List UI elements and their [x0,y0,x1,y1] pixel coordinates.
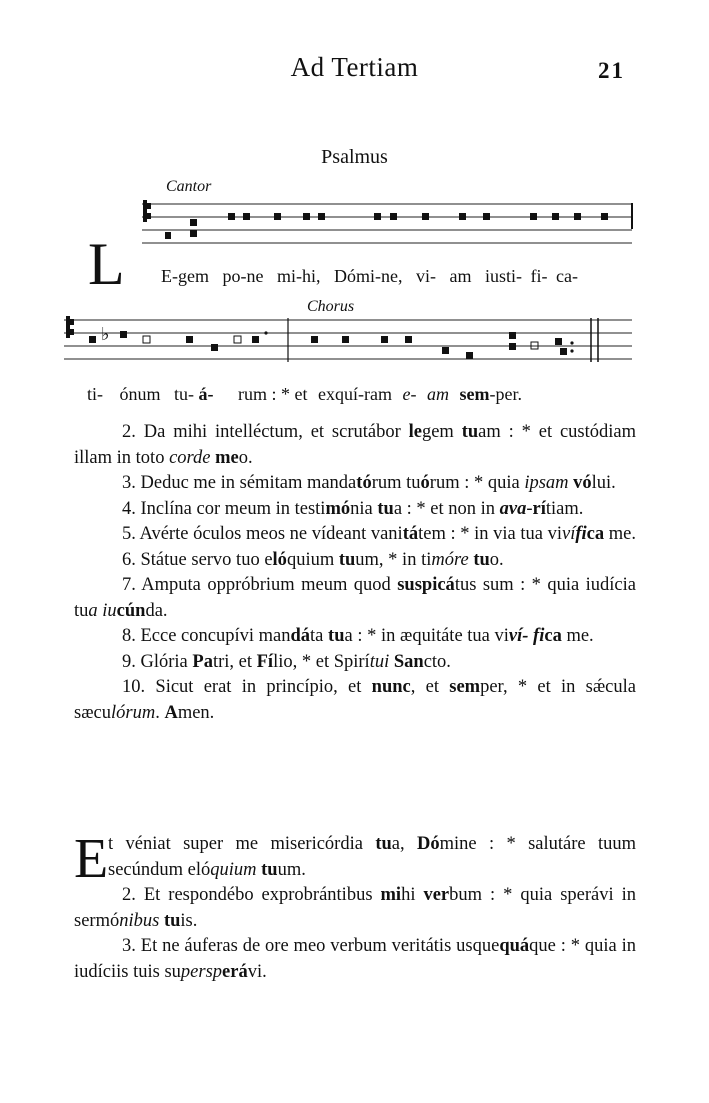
verse [74,471,636,497]
chorus-label: Chorus [307,298,355,315]
cantor-label: Cantor [166,178,212,195]
verse-number: 4. [122,498,136,519]
verse-number: 7. [122,575,136,595]
verse [74,573,636,624]
syllable: tu- [174,384,195,404]
verse [74,522,636,548]
psalm-verses [74,420,636,726]
syllable: * [281,384,291,404]
syllable: rum : [238,384,277,404]
chant-staves [0,0,709,410]
syllable: mi-hi, [276,266,321,286]
syllable: sem [459,384,490,404]
verse [74,497,636,523]
lyric-line-2 [87,384,522,405]
verse-text: Et ne áuferas de ore meo verbum veritátis usquequáque : * quia in iudíciis tuis supersperávi. [74,936,637,982]
verse-number: 8. [122,626,136,646]
verse [74,934,636,985]
syllable: á- [198,384,214,404]
verse-number: 9. [122,651,136,672]
psalm-section-2 [74,828,637,985]
syllable: am [449,266,472,286]
verse-text: Glória Patri, et Fílio, * et Spirítui Sancto. [140,651,451,672]
verse-text: Da mihi intelléctum, et scrutábor legem tuam : * et custódiam illam in toto corde meo. [74,422,636,468]
verse-number: 6. [122,549,136,570]
verse [74,420,636,471]
verse-number: 10. [122,677,146,697]
section-heading: Psalmus [321,146,388,168]
verse [74,624,636,650]
verse [74,883,636,934]
c-clef-2 [66,316,74,338]
verse-number: 2. [122,422,136,442]
verse-text: t véniat super me misericórdia tua, Dómine : * salutáre tuum secúndum elóquium tuum. [108,834,636,880]
verse [74,675,636,726]
drop-cap: E [74,828,109,890]
page-number: 21 [598,58,625,83]
staff-2-neumes [89,331,574,359]
syllable: fi- [530,266,548,286]
verse-text: Ecce concupívi mandáta tua : * in æquitáte tua viví- fica me. [140,626,594,646]
staff-1-lines [142,204,632,243]
verse-text: Avérte óculos meos ne vídeant vanitátem : * in via tua vivífica me. [139,524,636,544]
syllable: iusti- [484,266,522,286]
syllable: exquí-ram [318,384,392,404]
syllable: e- [402,384,417,404]
syllable: ti- [87,384,103,404]
verse-number: 3. [122,936,136,956]
verse-number: 3. [122,473,136,493]
lyric-line-1 [161,266,578,287]
syllable: po-ne [222,266,264,286]
syllable: Dómi-ne, [333,266,403,286]
verse-first [74,828,636,890]
c-clef-1 [143,200,151,222]
running-title: Ad Tertiam [290,52,419,82]
verse [74,650,636,676]
verse-text: Inclína cor meum in testimónia tua : * et non in ava-rítiam. [140,498,584,519]
verse-text: Sicut erat in princípio, et nunc, et semper, * et in sǽcula sæculórum. Amen. [74,677,636,723]
svg-text:♭: ♭ [101,324,110,345]
syllable: ónum [119,384,161,404]
syllable: E-gem [161,266,209,286]
verse-text: Státue servo tuo elóquium tuum, * in timóre tuo. [140,549,504,570]
verse-number: 2. [122,885,136,905]
syllable: vi- [415,266,436,286]
syllable: et [294,384,308,404]
verse-text: Amputa oppróbrium meum quod suspicátus sum : * quia iudícia tua iucúnda. [74,575,636,621]
chant-initial: L [88,231,125,297]
verse [74,548,636,574]
verse-number: 5. [122,524,136,544]
syllable: ca- [555,266,578,286]
verse-text: Deduc me in sémitam mandatórum tuórum : * quia ipsam vólui. [140,473,616,493]
syllable: -per. [489,384,522,404]
syllable: am [426,384,449,404]
verse-text: Et respondébo exprobrántibus mihi verbum : * quia sperávi in sermónibus tuis. [74,885,636,931]
